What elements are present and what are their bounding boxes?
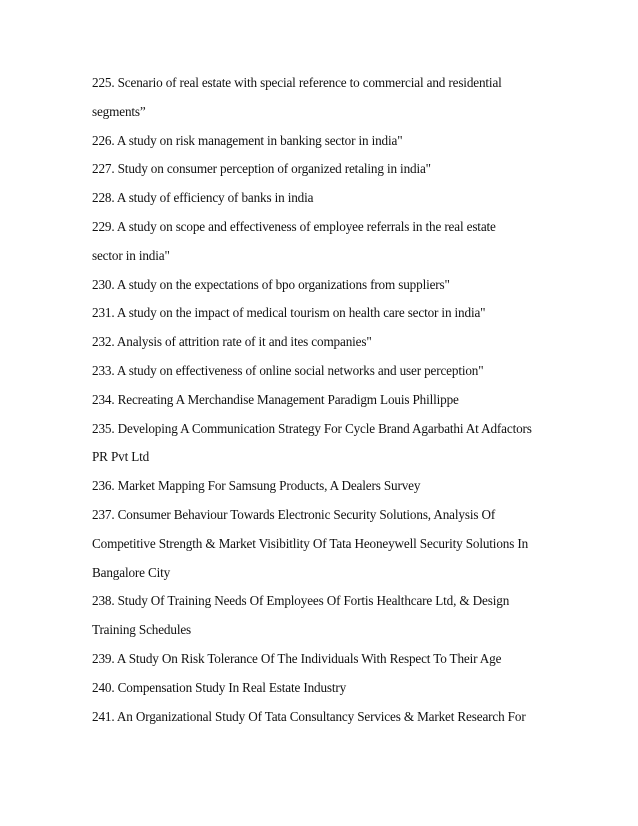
text-line: 225. Scenario of real estate with special reference to commercial and residential bbox=[92, 75, 502, 90]
text-line: 236. Market Mapping For Samsung Products, A Dealers Survey bbox=[92, 478, 421, 494]
text-line: 240. Compensation Study In Real Estate Industry bbox=[92, 679, 347, 695]
text-line: 231. A study on the impact of medical tourism on health care sector in india" bbox=[92, 305, 486, 321]
text-line: Competitive Strength & Market Visibitlity Of Tata Heoneywell Security Solutions In bbox=[92, 535, 529, 551]
text-line: 238. Study Of Training Needs Of Employees Of Fortis Healthcare Ltd, & Design bbox=[92, 593, 510, 609]
text-line: Training Schedules bbox=[92, 622, 192, 638]
text-line: 232. Analysis of attrition rate of it and ites companies" bbox=[92, 334, 372, 350]
document-page bbox=[92, 69, 612, 731]
text-line: 239. A Study On Risk Tolerance Of The Individuals With Respect To Their Age bbox=[92, 650, 502, 666]
text-line: Bangalore City bbox=[92, 564, 171, 580]
text-line: 228. A study of efficiency of banks in india bbox=[92, 190, 314, 206]
text-line: 235. Developing A Communication Strategy For Cycle Brand Agarbathi At Adfactors bbox=[92, 420, 532, 436]
text-line: segments” bbox=[92, 103, 146, 119]
text-line: 237. Consumer Behaviour Towards Electronic Security Solutions, Analysis Of bbox=[92, 506, 496, 522]
text-line: 229. A study on scope and effectiveness of employee referrals in the real estate bbox=[92, 218, 496, 234]
text-line: 241. An Organizational Study Of Tata Consultancy Services & Market Research For bbox=[92, 708, 526, 724]
text-line: 227. Study on consumer perception of organized retaling in india" bbox=[92, 161, 431, 177]
text-line: 230. A study on the expectations of bpo organizations from suppliers" bbox=[92, 276, 450, 292]
text-line: 233. A study on effectiveness of online social networks and user perception" bbox=[92, 362, 484, 378]
text-line: PR Pvt Ltd bbox=[92, 449, 150, 465]
text-line: 226. A study on risk management in banking sector in india" bbox=[92, 132, 403, 148]
text-line: 234. Recreating A Merchandise Management Paradigm Louis Phillippe bbox=[92, 391, 459, 407]
text-line: sector in india" bbox=[92, 247, 170, 263]
